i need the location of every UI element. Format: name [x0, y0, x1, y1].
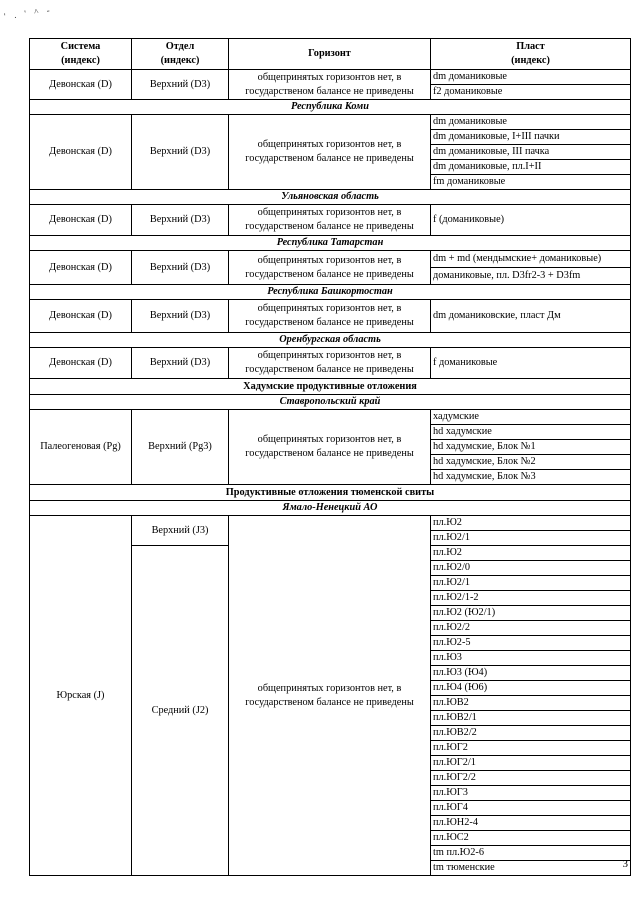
- horizon-cell: общепринятых горизонтов нет, в государственом балансе не приведены: [229, 115, 431, 190]
- plast-cell: пл.Ю3 (Ю4): [431, 666, 631, 681]
- header-plast: Пласт (индекс): [431, 39, 631, 70]
- table-row: [30, 300, 631, 333]
- plast-cell: hd хадумские, Блок №1: [431, 440, 631, 455]
- horizon-cell: общепринятых горизонтов нет, в государственом балансе не приведены: [229, 300, 431, 333]
- region-row: [30, 395, 631, 410]
- horizon-cell: общепринятых горизонтов нет, в государственом балансе не приведены: [229, 516, 431, 876]
- section-row: [30, 485, 631, 501]
- scan-marks: ' . ' ^ -: [3, 4, 54, 22]
- plast-cell: пл.ЮС2: [431, 831, 631, 846]
- region-heading: Оренбургская область: [30, 333, 631, 348]
- plast-cell: пл.ЮВ2: [431, 696, 631, 711]
- region-row: [30, 501, 631, 516]
- horizon-cell: общепринятых горизонтов нет, в государственом балансе не приведены: [229, 251, 431, 285]
- plast-cell: tm тюменские: [431, 861, 631, 876]
- system-cell: Девонская (D): [30, 300, 132, 333]
- plast-cell: пл.Ю2-5: [431, 636, 631, 651]
- plast-cell: dm доманиковые, пл.I+II: [431, 160, 631, 175]
- department-cell: Верхний (D3): [132, 251, 229, 285]
- plast-cell: f (доманиковые): [431, 205, 631, 236]
- plast-cell: пл.ЮГ2/2: [431, 771, 631, 786]
- plast-cell: пл.ЮГ4: [431, 801, 631, 816]
- region-heading: Республика Татарстан: [30, 236, 631, 251]
- region-row: [30, 100, 631, 115]
- plast-cell: пл.Ю3: [431, 651, 631, 666]
- region-heading: Ямало-Ненецкий АО: [30, 501, 631, 516]
- section-row: [30, 379, 631, 395]
- system-cell: Девонская (D): [30, 205, 132, 236]
- table-row: [30, 115, 631, 130]
- plast-cell: пл.Ю2: [431, 546, 631, 561]
- plast-cell: доманиковые, пл. D3fr2-3 + D3fm: [431, 268, 631, 285]
- plast-cell: пл.Ю2/1: [431, 576, 631, 591]
- horizons-table: [29, 38, 631, 876]
- plast-cell: пл.ЮГ2/1: [431, 756, 631, 771]
- section-heading: Хадумские продуктивные отложения: [30, 379, 631, 395]
- table-header-row: [30, 39, 631, 70]
- region-heading: Ставропольский край: [30, 395, 631, 410]
- department-cell: Верхний (D3): [132, 70, 229, 100]
- header-horizon: Горизонт: [229, 39, 431, 70]
- department-cell: Верхний (D3): [132, 300, 229, 333]
- department-cell: Средний (J2): [132, 546, 229, 876]
- horizon-cell: общепринятых горизонтов нет, в государственом балансе не приведены: [229, 205, 431, 236]
- header-department: Отдел (индекс): [132, 39, 229, 70]
- system-cell: Палеогеновая (Pg): [30, 410, 132, 485]
- region-heading: Ульяновская область: [30, 190, 631, 205]
- plast-cell: пл.Ю2/1: [431, 531, 631, 546]
- plast-cell: hd хадумские: [431, 425, 631, 440]
- system-cell: Юрская (J): [30, 516, 132, 876]
- region-row: [30, 236, 631, 251]
- horizon-cell: общепринятых горизонтов нет, в государственом балансе не приведены: [229, 410, 431, 485]
- region-row: [30, 285, 631, 300]
- plast-cell: dm доманиковые: [431, 115, 631, 130]
- department-cell: Верхний (D3): [132, 115, 229, 190]
- system-cell: Девонская (D): [30, 70, 132, 100]
- plast-cell: пл.Ю4 (Ю6): [431, 681, 631, 696]
- plast-cell: пл.ЮН2-4: [431, 816, 631, 831]
- system-cell: Девонская (D): [30, 115, 132, 190]
- plast-cell: hd хадумские, Блок №3: [431, 470, 631, 485]
- plast-cell: hd хадумские, Блок №2: [431, 455, 631, 470]
- plast-cell: пл.Ю2/0: [431, 561, 631, 576]
- table-row: [30, 410, 631, 425]
- table-row: [30, 205, 631, 236]
- section-heading: Продуктивные отложения тюменской свиты: [30, 485, 631, 501]
- plast-cell: dm + md (мендымские+ доманиковые): [431, 251, 631, 268]
- plast-cell: пл.ЮГ2: [431, 741, 631, 756]
- plast-cell: f2 доманиковые: [431, 85, 631, 100]
- plast-cell: fm доманиковые: [431, 175, 631, 190]
- region-row: [30, 333, 631, 348]
- table-row: [30, 348, 631, 379]
- department-cell: Верхний (D3): [132, 348, 229, 379]
- region-heading: Республика Башкортостан: [30, 285, 631, 300]
- plast-cell: пл.Ю2: [431, 516, 631, 531]
- header-system: Система (индекс): [30, 39, 132, 70]
- plast-cell: dm доманиковые, I+III пачки: [431, 130, 631, 145]
- plast-cell: dm доманиковские, пласт Дм: [431, 300, 631, 333]
- system-cell: Девонская (D): [30, 348, 132, 379]
- table-row: [30, 516, 631, 531]
- table-row: [30, 70, 631, 85]
- plast-cell: пл.ЮВ2/1: [431, 711, 631, 726]
- department-cell: Верхний (Pg3): [132, 410, 229, 485]
- plast-cell: tm пл.Ю2-6: [431, 846, 631, 861]
- table-row: [30, 251, 631, 268]
- plast-cell: пл.ЮВ2/2: [431, 726, 631, 741]
- plast-cell: пл.ЮГ3: [431, 786, 631, 801]
- plast-cell: f доманиковые: [431, 348, 631, 379]
- department-cell: Верхний (J3): [132, 516, 229, 546]
- plast-cell: пл.Ю2/2: [431, 621, 631, 636]
- plast-cell: dm доманиковые: [431, 70, 631, 85]
- region-row: [30, 190, 631, 205]
- horizon-cell: общепринятых горизонтов нет, в государственом балансе не приведены: [229, 348, 431, 379]
- system-cell: Девонская (D): [30, 251, 132, 285]
- region-heading: Республика Коми: [30, 100, 631, 115]
- department-cell: Верхний (D3): [132, 205, 229, 236]
- horizon-cell: общепринятых горизонтов нет, в государственом балансе не приведены: [229, 70, 431, 100]
- page-number: 3: [622, 858, 628, 870]
- plast-cell: dm доманиковые, III пачка: [431, 145, 631, 160]
- plast-cell: пл.Ю2 (Ю2/1): [431, 606, 631, 621]
- plast-cell: хадумские: [431, 410, 631, 425]
- plast-cell: пл.Ю2/1-2: [431, 591, 631, 606]
